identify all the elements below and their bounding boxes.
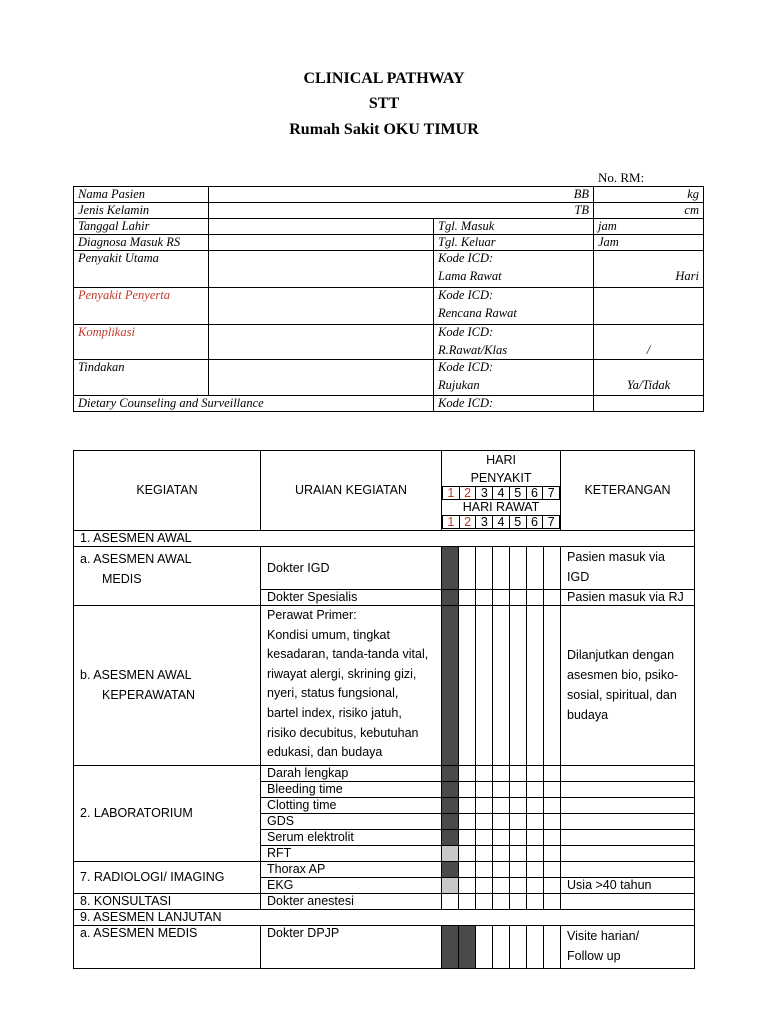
- section-asesmen-lanjutan: 9. ASESMEN LANJUTAN: [74, 909, 695, 925]
- label-kode-icd: Kode ICD:: [434, 396, 594, 412]
- day-cell: [459, 829, 476, 845]
- day-cell: [493, 845, 510, 861]
- no-rm-label: No. RM:: [598, 170, 645, 185]
- ket-empty: [561, 781, 695, 797]
- day-cell: [476, 547, 493, 590]
- day-cell: [544, 845, 561, 861]
- pathway-table: [73, 450, 695, 969]
- day-cell: [527, 829, 544, 845]
- unit-kg: kg: [594, 187, 704, 203]
- day-grid-penyakit: [442, 486, 560, 500]
- ket-perawat-line: asesmen bio, psiko-: [567, 668, 679, 683]
- header-uraian: URAIAN KEGIATAN: [261, 451, 442, 531]
- day-cell-filled: [442, 547, 459, 590]
- day-cell: [493, 925, 510, 968]
- day-cell: [476, 765, 493, 781]
- cell-ya-tidak: [594, 360, 704, 396]
- day-cell: [544, 861, 561, 877]
- item-asesmen-medis: a. ASESMEN MEDIS: [74, 925, 261, 968]
- header-hari-label: HARI: [486, 453, 516, 467]
- ket-empty: [561, 797, 695, 813]
- value-dietary: [594, 396, 704, 412]
- perawat-line: edukasi, dan budaya: [267, 745, 383, 760]
- label-penyakit-utama: Penyakit Utama: [74, 251, 209, 288]
- day-cell: [527, 861, 544, 877]
- label-kode-icd: Kode ICD:: [438, 360, 494, 374]
- day-cell: [510, 765, 527, 781]
- day-cell: [493, 829, 510, 845]
- cell-icd-rujukan: [434, 360, 594, 396]
- cell-hari: [594, 251, 704, 288]
- label-dietary: Dietary Counseling and Surveillance: [74, 396, 434, 412]
- perawat-line: Kondisi umum, tingkat: [267, 627, 390, 642]
- perawat-line: risiko decubitus, kebutuhan: [267, 725, 419, 740]
- day-1: 1: [443, 516, 460, 529]
- day-cell: [493, 893, 510, 909]
- day-7: 7: [543, 487, 560, 500]
- label-jenis-kelamin: Jenis Kelamin: [74, 203, 209, 219]
- day-6: 6: [526, 487, 543, 500]
- cell-slash: [594, 325, 704, 360]
- day-cell: [527, 813, 544, 829]
- item-asesmen-awal-medis-line1: a. ASESMEN AWAL: [80, 552, 192, 566]
- day-cell-filled: [442, 765, 459, 781]
- cell-icd-rrawat: [434, 325, 594, 360]
- uraian-dokter-igd: Dokter IGD: [261, 547, 442, 590]
- section-konsultasi: 8. KONSULTASI: [74, 893, 261, 909]
- header-hari: [442, 451, 561, 531]
- unit-cm: cm: [594, 203, 704, 219]
- day-cell: [544, 590, 561, 606]
- day-cell: [493, 590, 510, 606]
- label-nama-pasien: Nama Pasien: [74, 187, 209, 203]
- day-5: 5: [509, 487, 526, 500]
- day-cell-filled: [442, 861, 459, 877]
- day-cell: [510, 893, 527, 909]
- day-cell: [493, 547, 510, 590]
- day-cell-gray: [442, 845, 459, 861]
- day-cell: [493, 606, 510, 766]
- lab-item: Clotting time: [261, 797, 442, 813]
- day-4: 4: [493, 487, 510, 500]
- day-cell: [476, 606, 493, 766]
- day-cell: [459, 797, 476, 813]
- uraian-dokter-spesialis: Dokter Spesialis: [261, 590, 442, 606]
- ket-dpjp: [561, 925, 695, 968]
- day-cell: [544, 797, 561, 813]
- ket-igd-line2: IGD: [567, 570, 590, 584]
- day-cell: [459, 861, 476, 877]
- day-cell: [510, 781, 527, 797]
- day-cell: [510, 845, 527, 861]
- label-tgl-masuk: Tgl. Masuk: [434, 219, 594, 235]
- label-jam-masuk: jam: [594, 219, 704, 235]
- day-cell: [510, 829, 527, 845]
- label-kode-icd: Kode ICD:: [438, 325, 494, 339]
- ket-dpjp-line2: Follow up: [567, 948, 621, 963]
- day-cell: [527, 877, 544, 893]
- label-tindakan: Tindakan: [74, 360, 209, 396]
- ket-empty: [561, 861, 695, 877]
- day-cell: [527, 765, 544, 781]
- day-cell: [476, 877, 493, 893]
- day-cell-filled: [442, 813, 459, 829]
- title-stt: STT: [368, 95, 400, 112]
- header-hari-rawat: HARI RAWAT: [462, 500, 540, 514]
- uraian-thorax: Thorax AP: [261, 861, 442, 877]
- lab-item: Darah lengkap: [261, 765, 442, 781]
- label-kode-icd: Kode ICD:: [438, 288, 494, 302]
- day-cell: [510, 606, 527, 766]
- day-cell: [510, 813, 527, 829]
- label-hari: Hari: [675, 269, 699, 283]
- item-asesmen-awal-medis-line2: MEDIS: [102, 572, 142, 586]
- day-cell: [476, 829, 493, 845]
- day-cell: [493, 877, 510, 893]
- day-cell: [527, 845, 544, 861]
- day-cell: [459, 877, 476, 893]
- label-rencana-rawat: Rencana Rawat: [438, 306, 517, 320]
- title-clinical-pathway: CLINICAL PATHWAY: [303, 70, 465, 87]
- day-cell: [476, 590, 493, 606]
- day-cell: [459, 845, 476, 861]
- uraian-dokter-dpjp: Dokter DPJP: [261, 925, 442, 968]
- day-cell: [510, 547, 527, 590]
- day-cell: [459, 781, 476, 797]
- day-cell: [476, 797, 493, 813]
- day-cell: [510, 797, 527, 813]
- day-cell-filled: [442, 606, 459, 766]
- day-6: 6: [526, 516, 543, 529]
- day-cell: [527, 781, 544, 797]
- day-cell: [544, 893, 561, 909]
- ket-empty: [561, 765, 695, 781]
- day-cell-filled: [442, 590, 459, 606]
- day-cell: [527, 590, 544, 606]
- day-cell: [544, 781, 561, 797]
- day-cell: [544, 829, 561, 845]
- day-cell: [510, 877, 527, 893]
- day-cell: [459, 765, 476, 781]
- day-cell: [544, 606, 561, 766]
- patient-info-table: [73, 186, 704, 412]
- day-cell-gray: [442, 877, 459, 893]
- day-cell: [493, 765, 510, 781]
- day-cell: [442, 893, 459, 909]
- day-cell-filled: [442, 797, 459, 813]
- section-radiologi: 7. RADIOLOGI/ IMAGING: [74, 861, 261, 893]
- day-cell-filled: [459, 925, 476, 968]
- label-bb: BB: [209, 187, 594, 203]
- day-cell: [459, 590, 476, 606]
- day-cell: [527, 925, 544, 968]
- value-tindakan: [209, 360, 434, 396]
- cell-icd-lama: [434, 251, 594, 288]
- day-2: 2: [459, 487, 476, 500]
- day-cell: [510, 925, 527, 968]
- value-penyakit-utama: [209, 251, 434, 288]
- label-tanggal-lahir: Tanggal Lahir: [74, 219, 209, 235]
- ket-igd-line1: Pasien masuk via: [567, 550, 665, 564]
- day-cell-filled: [442, 925, 459, 968]
- title-hospital: Rumah Sakit OKU TIMUR: [289, 121, 479, 138]
- header-kegiatan: KEGIATAN: [74, 451, 261, 531]
- day-cell: [476, 861, 493, 877]
- value-penyakit-penyerta: [209, 288, 434, 325]
- ket-empty: [561, 893, 695, 909]
- day-cell: [544, 547, 561, 590]
- ket-perawat: [561, 606, 695, 766]
- day-1: 1: [443, 487, 460, 500]
- label-jam-keluar: Jam: [594, 235, 704, 251]
- label-lama-rawat: Lama Rawat: [438, 269, 502, 283]
- value-diagnosa: [209, 235, 434, 251]
- section-asesmen-awal: 1. ASESMEN AWAL: [74, 531, 695, 547]
- day-cell: [544, 813, 561, 829]
- uraian-perawat-primer: [261, 606, 442, 766]
- value-komplikasi: [209, 325, 434, 360]
- day-cell: [544, 925, 561, 968]
- item-asesmen-keperawatan-line2: KEPERAWATAN: [102, 688, 196, 703]
- lab-item: GDS: [261, 813, 442, 829]
- day-cell: [476, 925, 493, 968]
- perawat-line: nyeri, status fungsional,: [267, 686, 399, 701]
- label-diagnosa: Diagnosa Masuk RS: [74, 235, 209, 251]
- day-3: 3: [476, 487, 493, 500]
- ket-empty: [561, 845, 695, 861]
- day-2: 2: [459, 516, 476, 529]
- day-cell: [493, 861, 510, 877]
- day-cell: [510, 590, 527, 606]
- day-cell: [510, 861, 527, 877]
- perawat-line: kesadaran, tanda-tanda vital,: [267, 647, 429, 662]
- day-4: 4: [493, 516, 510, 529]
- day-cell: [493, 797, 510, 813]
- section-laboratorium: 2. LABORATORIUM: [74, 765, 261, 861]
- day-3: 3: [476, 516, 493, 529]
- lab-item: Serum elektrolit: [261, 829, 442, 845]
- item-asesmen-awal-medis: [74, 547, 261, 606]
- lab-item: Bleeding time: [261, 781, 442, 797]
- day-7: 7: [543, 516, 560, 529]
- value-rencana-rawat: [594, 288, 704, 325]
- label-komplikasi: Komplikasi: [74, 325, 209, 360]
- day-cell: [527, 547, 544, 590]
- ket-rj: Pasien masuk via RJ: [561, 590, 695, 606]
- cell-icd-rencana: [434, 288, 594, 325]
- slash-separator: /: [646, 343, 651, 357]
- day-cell-filled: [442, 829, 459, 845]
- perawat-line: bartel index, risiko jatuh,: [267, 705, 402, 720]
- ket-ekg: Usia >40 tahun: [561, 877, 695, 893]
- day-cell: [459, 606, 476, 766]
- uraian-ekg: EKG: [261, 877, 442, 893]
- label-kode-icd: Kode ICD:: [438, 251, 494, 265]
- label-r-rawat: R.Rawat/Klas: [438, 343, 508, 357]
- day-cell: [459, 547, 476, 590]
- day-cell: [527, 893, 544, 909]
- label-penyakit-penyerta: Penyakit Penyerta: [74, 288, 209, 325]
- ket-empty: [561, 829, 695, 845]
- day-cell: [544, 877, 561, 893]
- label-rujukan: Rujukan: [438, 378, 480, 392]
- header-penyakit-label: PENYAKIT: [470, 471, 532, 485]
- ket-perawat-line: Dilanjutkan dengan: [567, 648, 675, 663]
- perawat-line: Perawat Primer:: [267, 608, 357, 622]
- ket-igd: [561, 547, 695, 590]
- perawat-line: riwayat alergi, skrining gizi,: [267, 666, 417, 681]
- label-tgl-keluar: Tgl. Keluar: [434, 235, 594, 251]
- ket-perawat-line: budaya: [567, 708, 609, 723]
- day-cell: [527, 797, 544, 813]
- item-asesmen-awal-keperawatan: [74, 606, 261, 766]
- day-cell: [527, 606, 544, 766]
- label-ya-tidak: Ya/Tidak: [626, 378, 671, 392]
- day-cell: [493, 781, 510, 797]
- day-cell: [476, 813, 493, 829]
- day-cell: [476, 893, 493, 909]
- ket-empty: [561, 813, 695, 829]
- label-tb: TB: [209, 203, 594, 219]
- uraian-dokter-anestesi: Dokter anestesi: [261, 893, 442, 909]
- item-asesmen-keperawatan-line1: b. ASESMEN AWAL: [80, 668, 192, 683]
- day-cell: [544, 765, 561, 781]
- day-cell-filled: [442, 781, 459, 797]
- day-cell: [493, 813, 510, 829]
- value-tanggal-lahir: [209, 219, 434, 235]
- lab-item: RFT: [261, 845, 442, 861]
- day-cell: [476, 845, 493, 861]
- day-grid-rawat: [442, 515, 560, 529]
- day-5: 5: [509, 516, 526, 529]
- day-cell: [476, 781, 493, 797]
- day-cell: [459, 813, 476, 829]
- day-cell: [459, 893, 476, 909]
- header-keterangan: KETERANGAN: [561, 451, 695, 531]
- ket-perawat-line: sosial, spiritual, dan: [567, 688, 677, 703]
- ket-dpjp-line1: Visite harian/: [567, 928, 640, 943]
